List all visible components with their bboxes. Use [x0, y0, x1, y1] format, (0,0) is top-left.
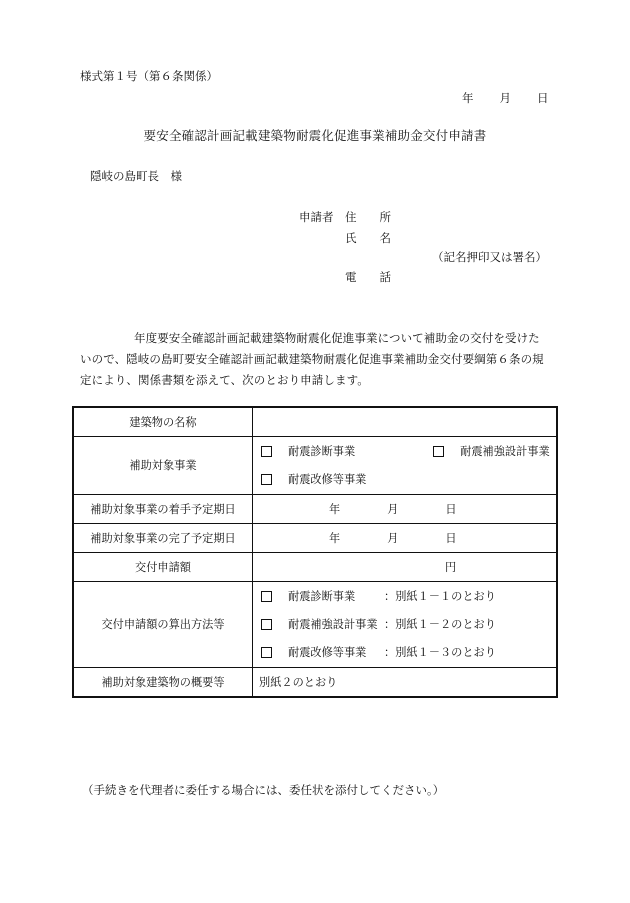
start-date-field[interactable]	[253, 494, 558, 523]
phone-label: 電 話	[345, 270, 391, 284]
page-title: 要安全確認計画記載建築物耐震化促進事業補助金交付申請書	[143, 128, 487, 143]
month-label: 月	[387, 502, 399, 516]
yen-unit: 円	[445, 560, 457, 574]
table-row	[73, 494, 557, 523]
end-date-field[interactable]	[253, 523, 558, 552]
table-row	[73, 667, 557, 697]
applicant-address-row	[345, 209, 397, 225]
table-row	[73, 552, 557, 581]
table-row	[73, 407, 557, 436]
application-table	[72, 406, 558, 698]
end-date-label: 補助対象事業の完了予定期日	[73, 523, 253, 552]
checkbox-calc-design[interactable]	[261, 619, 272, 630]
addressee: 隠岐の島町長 様	[90, 169, 182, 183]
date-day-label: 日	[537, 91, 549, 105]
amount-field[interactable]	[253, 552, 558, 581]
calc-method-label: 交付申請額の算出方法等	[73, 581, 253, 667]
day-label: 日	[445, 502, 457, 516]
year-label: 年	[329, 531, 341, 545]
building-name-label: 建築物の名称	[73, 407, 253, 436]
checkbox-reinforcement-design[interactable]	[433, 446, 444, 457]
applicant-label: 申請者	[299, 210, 334, 224]
checkbox-seismic-retrofit[interactable]	[261, 474, 272, 485]
table-row	[73, 436, 557, 494]
overview-value: 別紙２のとおり	[253, 667, 558, 697]
form-number: 様式第１号（第６条関係）	[80, 69, 218, 83]
calc-option-name: 耐震補強設計事業	[288, 618, 378, 631]
option-label: 耐震補強設計事業	[460, 445, 550, 458]
checkbox-calc-retrofit[interactable]	[261, 647, 272, 658]
target-option-row	[259, 465, 556, 493]
overview-label: 補助対象建築物の概要等	[73, 667, 253, 697]
name-label: 氏 名	[345, 231, 391, 245]
calc-option-name: 耐震改修等事業	[288, 646, 367, 659]
calc-option-row	[259, 610, 556, 638]
footnote: （手続きを代理者に委任する場合には、委任状を添付してください。）	[82, 783, 445, 797]
building-name-field[interactable]	[253, 407, 558, 436]
application-date	[462, 90, 549, 106]
address-label: 住 所	[345, 210, 391, 224]
body-paragraph: 年度要安全確認計画記載建築物耐震化促進事業について補助金の交付を受けたいので、隠岐の島町要安全確認計画記載建築物耐震化促進事業補助金交付要綱第６条の規定により、関係書類を添えて、次のとおり申請します。	[80, 331, 544, 387]
calc-option-ref: 別紙１－３のとおり	[395, 646, 496, 659]
applicant-name-row	[345, 230, 397, 246]
applicant-phone-row	[345, 269, 397, 285]
target-project-label: 補助対象事業	[73, 436, 253, 494]
date-year-label: 年	[462, 91, 474, 105]
calc-option-name: 耐震診断事業	[288, 590, 356, 603]
amount-label: 交付申請額	[73, 552, 253, 581]
calc-option-sep: ：	[384, 618, 396, 631]
year-label: 年	[329, 502, 341, 516]
month-label: 月	[387, 531, 399, 545]
calc-option-ref: 別紙１－２のとおり	[395, 618, 496, 631]
option-label: 耐震改修等事業	[288, 473, 367, 486]
target-option-row	[259, 437, 556, 465]
day-label: 日	[445, 531, 457, 545]
start-date-label: 補助対象事業の着手予定期日	[73, 494, 253, 523]
calc-option-sep: ：	[384, 590, 396, 603]
calc-option-row	[259, 582, 556, 610]
table-row	[73, 581, 557, 667]
date-month-label: 月	[499, 91, 511, 105]
option-label: 耐震診断事業	[288, 445, 356, 458]
calc-option-row	[259, 638, 556, 666]
seal-note: （記名押印又は署名）	[432, 250, 547, 264]
table-row	[73, 523, 557, 552]
checkbox-seismic-diagnosis[interactable]	[261, 446, 272, 457]
checkbox-calc-diagnosis[interactable]	[261, 591, 272, 602]
calc-option-ref: 別紙１－１のとおり	[395, 590, 496, 603]
calc-option-sep: ：	[384, 646, 396, 659]
